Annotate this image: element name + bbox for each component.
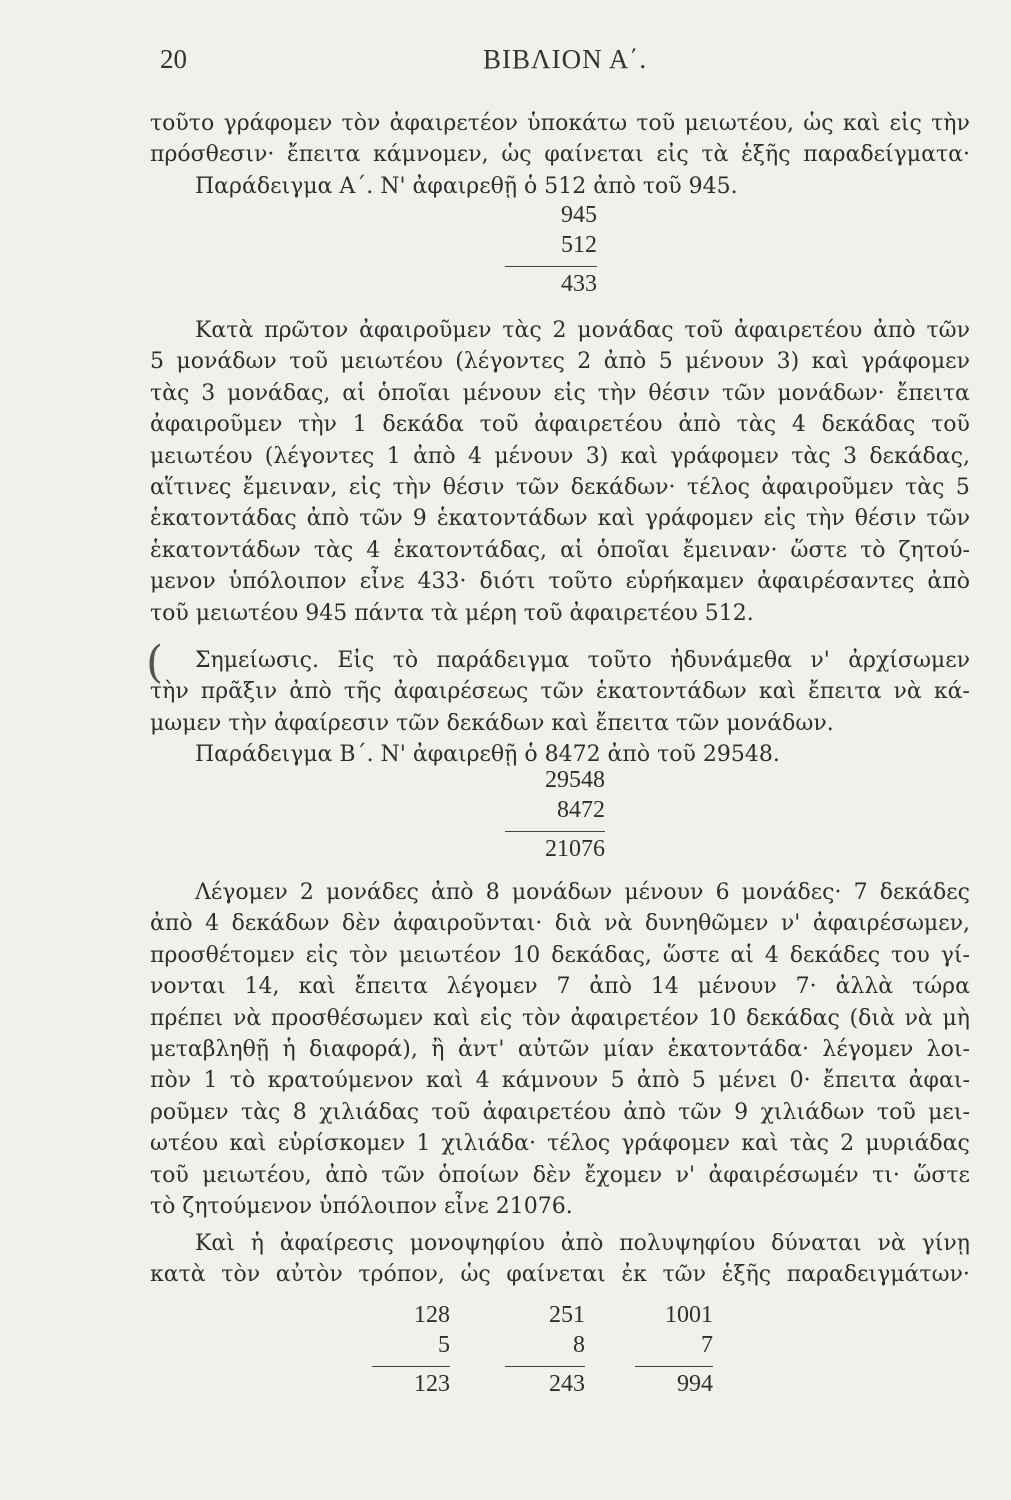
difference: 433 (561, 271, 597, 297)
text-line: Καὶ ἡ ἀφαίρεσις μονοψηφίου ἀπὸ πολυψηφίου δύναται νὰ γίνῃ (195, 1231, 970, 1256)
difference: 994 (677, 1371, 713, 1397)
sum-rule (635, 1366, 713, 1367)
text-line: τοῦτο γράφομεν τὸν ἀφαιρετέον ὑποκάτω τοῦ μειωτέου, ὡς καὶ εἰς τὴν (150, 111, 970, 136)
minuend: 945 (561, 202, 597, 228)
text-line: πρέπει νὰ προσθέσωμεν καὶ εἰς τὸν ἀφαιρετέον 10 δεκάδας (διὰ νὰ μὴ (150, 1005, 970, 1031)
minuend: 29548 (545, 767, 605, 793)
text-line: νονται 14, καὶ ἔπειτα λέγομεν 7 ἀπὸ 14 μένουν 7· ἀλλὰ τώρα (150, 974, 970, 1000)
minuend: 1001 (665, 1302, 713, 1328)
subtraction-example-a (505, 200, 597, 299)
subtrahend: 8472 (557, 797, 605, 823)
page-number: 20 (160, 44, 187, 74)
text-line: τοῦ μειωτέου 945 πάντα τὰ μέρη τοῦ ἀφαιρετέου 512. (150, 600, 754, 626)
subtrahend: 512 (561, 232, 597, 258)
subtrahend: 8 (573, 1332, 585, 1358)
text-line: μειωτέου (λέγοντες 1 ἀπὸ 4 μένουν 3) καὶ γράφομεν τὰς 3 δεκάδας, (150, 443, 970, 469)
text-line: μεταβληθῇ ἡ διαφορά), ἢ ἀντ' αὐτῶν μίαν ἑκατοντάδα· λέγομεν λοι- (150, 1036, 970, 1062)
subtrahend: 5 (438, 1332, 450, 1358)
text-line: τὰς 3 μονάδας, αἱ ὁποῖαι μένουν εἰς τὴν θέσιν τῶν μονάδων· ἔπειτα (150, 380, 970, 406)
text-line: ροῦμεν τὰς 8 χιλιάδας τοῦ ἀφαιρετέου ἀπὸ τῶν 9 χιλιάδων τοῦ μει- (150, 1099, 970, 1125)
text-line: Λέγομεν 2 μονάδες ἀπὸ 8 μονάδων μένουν 6 μονάδες· 7 δεκάδες (195, 880, 970, 905)
paragraph-explanation-a (150, 315, 970, 629)
sum-rule (372, 1366, 450, 1367)
text-line: αἵτινες ἔμειναν, εἰς τὴν θέσιν τῶν δεκάδων· τέλος ἀφαιροῦμεν τὰς 5 (150, 474, 970, 500)
paragraph-explanation-b (150, 877, 970, 1222)
difference: 21076 (545, 836, 605, 862)
subtraction-example-b (505, 765, 605, 864)
difference: 123 (414, 1371, 450, 1397)
minuend: 251 (549, 1302, 585, 1328)
text-line: 5 μονάδων τοῦ μειωτέου (λέγοντες 2 ἀπὸ 5 μένουν 3) καὶ γράφομεν (150, 349, 970, 375)
sum-rule (505, 1366, 585, 1367)
text-line: ἀφαιροῦμεν τὴν 1 δεκάδα τοῦ ἀφαιρετέου ἀπὸ τὰς 4 δεκάδας τοῦ (150, 412, 970, 438)
text-line: τοῦ μειωτέου, ἀπὸ τῶν ὁποίων δὲν ἔχομεν ν' ἀφαιρέσωμέν τι· ὥστε (150, 1162, 970, 1188)
example-a-heading: Παράδειγμα Α΄. Ν' ἀφαιρεθῇ ὁ 512 ἀπὸ τοῦ 945. (195, 173, 738, 199)
paragraph-intro (150, 108, 970, 202)
text-line: πρόσθεσιν· ἔπειτα κάμνομεν, ὡς φαίνεται εἰς τὰ ἑξῆς παραδείγματα· (150, 142, 970, 168)
text-line: μωμεν τὴν ἀφαίρεσιν τῶν δεκάδων καὶ ἔπειτα τῶν μονάδων. (150, 710, 834, 736)
text-line: ωτέου καὶ εὑρίσκομεν 1 χιλιάδα· τέλος γράφομεν καὶ τὰς 2 μυριάδας (150, 1131, 970, 1157)
text-line: κατὰ τὸν αὐτὸν τρόπον, ὡς φαίνεται ἐκ τῶν ἑξῆς παραδειγμάτων· (150, 1262, 970, 1288)
paragraph-single-digit (150, 1228, 970, 1291)
text-line: πὸν 1 τὸ κρατούμενον καὶ 4 κάμνουν 5 ἀπὸ 5 μένει 0· ἔπειτα ἀφαι- (150, 1068, 970, 1094)
running-header (160, 44, 860, 84)
text-line: τὸ ζητούμενον ὑπόλοιπον εἶνε 21076. (150, 1193, 573, 1219)
subtraction-example-1 (372, 1300, 450, 1399)
running-title: ΒΙΒΛΙΟΝ Α΄. (483, 44, 648, 74)
minuend: 128 (414, 1302, 450, 1328)
sum-rule (505, 831, 605, 832)
example-b-heading: Παράδειγμα Β΄. Ν' ἀφαιρεθῇ ὁ 8472 ἀπὸ τοῦ 29548. (195, 742, 780, 768)
text-line: Κατὰ πρῶτον ἀφαιροῦμεν τὰς 2 μονάδας τοῦ ἀφαιρετέου ἀπὸ τῶν (195, 318, 970, 343)
text-line: ἀπὸ 4 δεκάδων δὲν ἀφαιροῦνται· διὰ νὰ δυνηθῶμεν ν' ἀφαιρέσωμεν, (150, 911, 970, 937)
text-line: μενον ὑπόλοιπον εἶνε 433· διότι τοῦτο εὑρήκαμεν ἀφαιρέσαντες ἀπὸ (150, 569, 970, 595)
subtrahend: 7 (701, 1332, 713, 1358)
paragraph-note (150, 645, 970, 771)
text-line: ἑκατοντάδων τὰς 4 ἑκατοντάδας, αἱ ὁποῖαι ἔμειναν· ὥστε τὸ ζητού- (150, 537, 970, 563)
subtraction-example-3 (635, 1300, 713, 1399)
sum-rule (505, 266, 597, 267)
text-line: τὴν πρᾶξιν ἀπὸ τῆς ἀφαιρέσεως τῶν ἑκατοντάδων καὶ ἔπειτα νὰ κά- (150, 679, 970, 705)
text-line: Σημείωσις. Εἰς τὸ παράδειγμα τοῦτο ἠδυνάμεθα ν' ἀρχίσωμεν (195, 648, 970, 673)
text-line: προσθέτομεν εἰς τὸν μειωτέον 10 δεκάδας, ὥστε αἱ 4 δεκάδες του γί- (150, 942, 970, 968)
subtraction-example-2 (505, 1300, 585, 1399)
text-line: ἑκατοντάδας ἀπὸ τῶν 9 ἑκατοντάδων καὶ γράφομεν εἰς τὴν θέσιν τῶν (150, 506, 970, 532)
margin-bracket-mark: ( (146, 637, 164, 688)
difference: 243 (549, 1371, 585, 1397)
